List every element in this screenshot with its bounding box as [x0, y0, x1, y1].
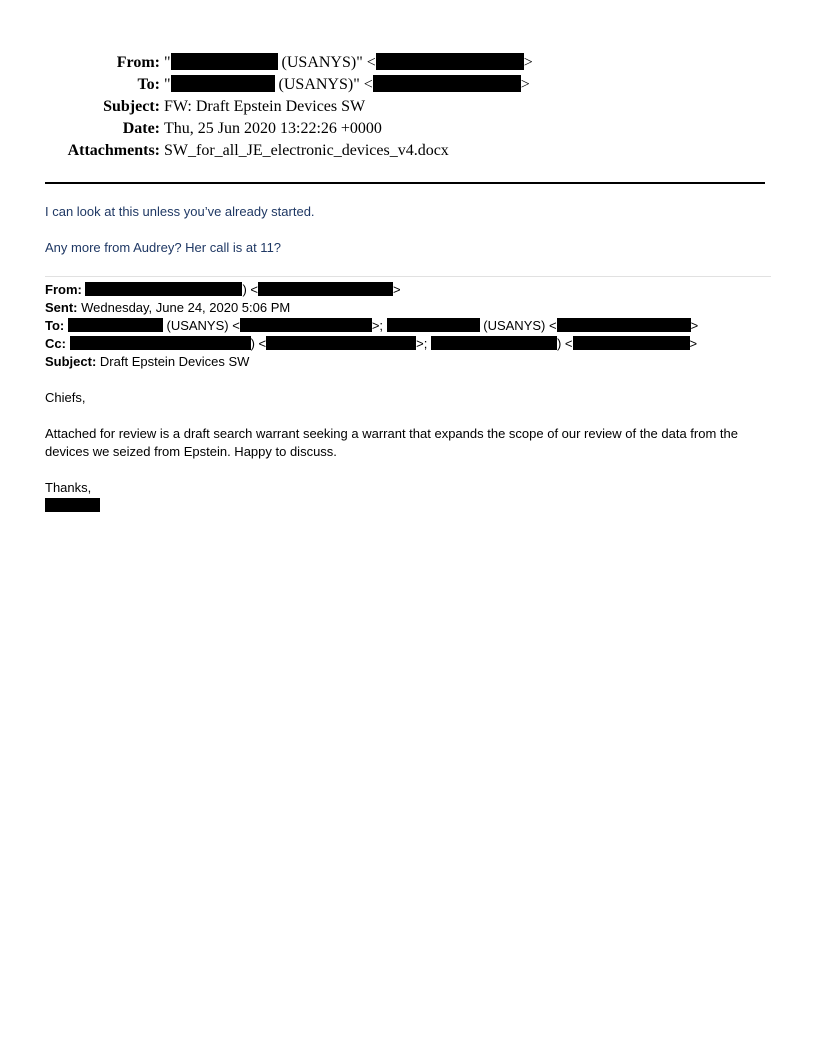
- redaction-block: [258, 282, 393, 296]
- fw-cc-label: Cc:: [45, 336, 66, 351]
- redaction-block: [431, 336, 557, 350]
- from-value: " (USANYS)" < >: [164, 54, 533, 71]
- fw-to-row: To: (USANYS) < >; (USANYS) < >: [45, 318, 699, 333]
- fw-sent-value: Wednesday, June 24, 2020 5:06 PM: [77, 300, 291, 315]
- subject-label: Subject:: [103, 98, 160, 115]
- fw-from-row: From: ) < >: [45, 282, 401, 297]
- header-date-row: [0, 118, 816, 140]
- to-label: To:: [137, 76, 160, 93]
- redaction-block: [266, 336, 416, 350]
- fw-to-label: To:: [45, 318, 65, 333]
- fw-sent-label: Sent:: [45, 300, 78, 315]
- redaction-block: [70, 336, 251, 350]
- body-closing: Thanks,: [45, 480, 92, 495]
- to-value: " (USANYS)" < >: [164, 76, 530, 93]
- reply-line-2: Any more from Audrey? Her call is at 11?: [45, 240, 282, 255]
- body-paragraph-line-1: Attached for review is a draft search warrant seeking a warrant that expands the scope of our review of the data from the: [45, 426, 738, 441]
- date-label: Date:: [122, 120, 160, 137]
- signature: [45, 497, 775, 515]
- fw-cc-row: Cc: ) < >; ) < >: [45, 336, 698, 351]
- attachment-filename[interactable]: SW_for_all_JE_electronic_devices_v4.docx: [164, 142, 449, 159]
- fw-subject-label: Subject:: [45, 354, 97, 369]
- header-subject-row: [0, 96, 816, 118]
- fw-subject-value: Draft Epstein Devices SW: [96, 354, 250, 369]
- redaction-block: [171, 53, 278, 70]
- date-value: Thu, 25 Jun 2020 13:22:26 +0000: [164, 120, 382, 137]
- redaction-block: [240, 318, 372, 332]
- forward-divider: [45, 276, 771, 277]
- redaction-block: [45, 498, 100, 512]
- header-from-row: [0, 52, 816, 74]
- email-header: [0, 52, 816, 162]
- forwarded-message: [45, 281, 775, 515]
- header-attachments-row: [0, 140, 816, 162]
- body-greeting: Chiefs,: [45, 390, 86, 405]
- reply-line-1: I can look at this unless you’ve already started.: [45, 204, 315, 219]
- redaction-block: [373, 75, 521, 92]
- attachments-label: Attachments:: [67, 142, 160, 159]
- redaction-block: [171, 75, 275, 92]
- redaction-block: [387, 318, 480, 332]
- redaction-block: [85, 282, 242, 296]
- redaction-block: [376, 53, 524, 70]
- fw-from-label: From:: [45, 282, 82, 297]
- fw-subject-row: [45, 353, 775, 371]
- header-to-row: [0, 74, 816, 96]
- redaction-block: [557, 318, 691, 332]
- header-divider: [45, 182, 765, 184]
- subject-value: FW: Draft Epstein Devices SW: [164, 98, 366, 115]
- from-label: From:: [116, 54, 160, 71]
- redaction-block: [68, 318, 163, 332]
- redaction-block: [573, 336, 690, 350]
- body-paragraph-line-2: devices we seized from Epstein. Happy to discuss.: [45, 444, 337, 459]
- fw-sent-row: [45, 299, 775, 317]
